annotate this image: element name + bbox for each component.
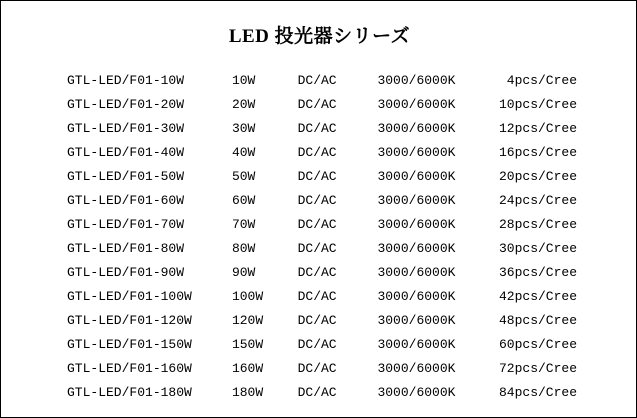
cell-chip: 16pcs/Cree xyxy=(498,145,577,160)
cell-voltage: DC/AC xyxy=(297,313,337,328)
cell-chip: 12pcs/Cree xyxy=(498,121,577,136)
cell-model: GTL-LED/F01-40W xyxy=(67,145,185,160)
cell-voltage: DC/AC xyxy=(297,289,337,304)
cell-color-temperature: 3000/6000K xyxy=(377,193,456,208)
cell-color-temperature: 3000/6000K xyxy=(377,145,456,160)
table-row xyxy=(67,261,577,285)
cell-color-temperature: 3000/6000K xyxy=(377,337,456,352)
cell-model: GTL-LED/F01-30W xyxy=(67,121,185,136)
cell-voltage: DC/AC xyxy=(297,121,337,136)
cell-voltage: DC/AC xyxy=(297,169,337,184)
cell-chip: 20pcs/Cree xyxy=(498,169,577,184)
table-row xyxy=(67,333,577,357)
cell-voltage: DC/AC xyxy=(297,193,337,208)
cell-power: 70W xyxy=(231,217,256,232)
cell-power: 20W xyxy=(231,97,256,112)
cell-chip: 72pcs/Cree xyxy=(498,361,577,376)
table-row xyxy=(67,237,577,261)
cell-model: GTL-LED/F01-90W xyxy=(67,265,185,280)
table-row xyxy=(67,357,577,381)
cell-color-temperature: 3000/6000K xyxy=(377,265,456,280)
cell-color-temperature: 3000/6000K xyxy=(377,385,456,400)
cell-power: 30W xyxy=(231,121,256,136)
table-row xyxy=(67,117,577,141)
cell-chip: 4pcs/Cree xyxy=(506,73,577,88)
cell-color-temperature: 3000/6000K xyxy=(377,313,456,328)
cell-model: GTL-LED/F01-150W xyxy=(67,337,192,352)
cell-model: GTL-LED/F01-100W xyxy=(67,289,192,304)
cell-chip: 60pcs/Cree xyxy=(498,337,577,352)
cell-color-temperature: 3000/6000K xyxy=(377,241,456,256)
cell-power: 60W xyxy=(231,193,256,208)
cell-voltage: DC/AC xyxy=(297,361,337,376)
page-title: LED 投光器シリーズ xyxy=(228,26,411,47)
cell-power: 80W xyxy=(231,241,256,256)
table-row xyxy=(67,69,577,93)
cell-power: 180W xyxy=(231,385,264,400)
cell-chip: 48pcs/Cree xyxy=(498,313,577,328)
cell-model: GTL-LED/F01-70W xyxy=(67,217,185,232)
cell-voltage: DC/AC xyxy=(297,265,337,280)
cell-chip: 36pcs/Cree xyxy=(498,265,577,280)
specification-table xyxy=(67,69,577,405)
cell-model: GTL-LED/F01-160W xyxy=(67,361,192,376)
table-row xyxy=(67,189,577,213)
cell-chip: 28pcs/Cree xyxy=(498,217,577,232)
cell-chip: 42pcs/Cree xyxy=(498,289,577,304)
cell-chip: 84pcs/Cree xyxy=(498,385,577,400)
cell-voltage: DC/AC xyxy=(297,73,337,88)
table-row xyxy=(67,285,577,309)
cell-model: GTL-LED/F01-60W xyxy=(67,193,185,208)
cell-power: 160W xyxy=(231,361,264,376)
table-row xyxy=(67,141,577,165)
table-row xyxy=(67,213,577,237)
cell-power: 10W xyxy=(231,73,256,88)
cell-color-temperature: 3000/6000K xyxy=(377,121,456,136)
cell-model: GTL-LED/F01-120W xyxy=(67,313,192,328)
cell-model: GTL-LED/F01-180W xyxy=(67,385,192,400)
cell-model: GTL-LED/F01-80W xyxy=(67,241,185,256)
cell-power: 40W xyxy=(231,145,256,160)
cell-voltage: DC/AC xyxy=(297,97,337,112)
cell-color-temperature: 3000/6000K xyxy=(377,97,456,112)
table-row xyxy=(67,309,577,333)
cell-color-temperature: 3000/6000K xyxy=(377,73,456,88)
cell-color-temperature: 3000/6000K xyxy=(377,217,456,232)
cell-color-temperature: 3000/6000K xyxy=(377,289,456,304)
cell-model: GTL-LED/F01-50W xyxy=(67,169,185,184)
cell-voltage: DC/AC xyxy=(297,241,337,256)
table-row xyxy=(67,381,577,405)
cell-power: 100W xyxy=(231,289,264,304)
cell-voltage: DC/AC xyxy=(297,217,337,232)
specification-table-body xyxy=(67,69,577,405)
table-row xyxy=(67,93,577,117)
cell-power: 120W xyxy=(231,313,264,328)
table-row xyxy=(67,165,577,189)
cell-model: GTL-LED/F01-20W xyxy=(67,97,185,112)
cell-power: 50W xyxy=(231,169,256,184)
cell-voltage: DC/AC xyxy=(297,337,337,352)
cell-color-temperature: 3000/6000K xyxy=(377,169,456,184)
cell-model: GTL-LED/F01-10W xyxy=(67,73,185,88)
cell-voltage: DC/AC xyxy=(297,145,337,160)
cell-power: 90W xyxy=(231,265,256,280)
cell-power: 150W xyxy=(231,337,264,352)
cell-chip: 24pcs/Cree xyxy=(498,193,577,208)
cell-chip: 30pcs/Cree xyxy=(498,241,577,256)
cell-chip: 10pcs/Cree xyxy=(498,97,577,112)
cell-color-temperature: 3000/6000K xyxy=(377,361,456,376)
cell-voltage: DC/AC xyxy=(297,385,337,400)
